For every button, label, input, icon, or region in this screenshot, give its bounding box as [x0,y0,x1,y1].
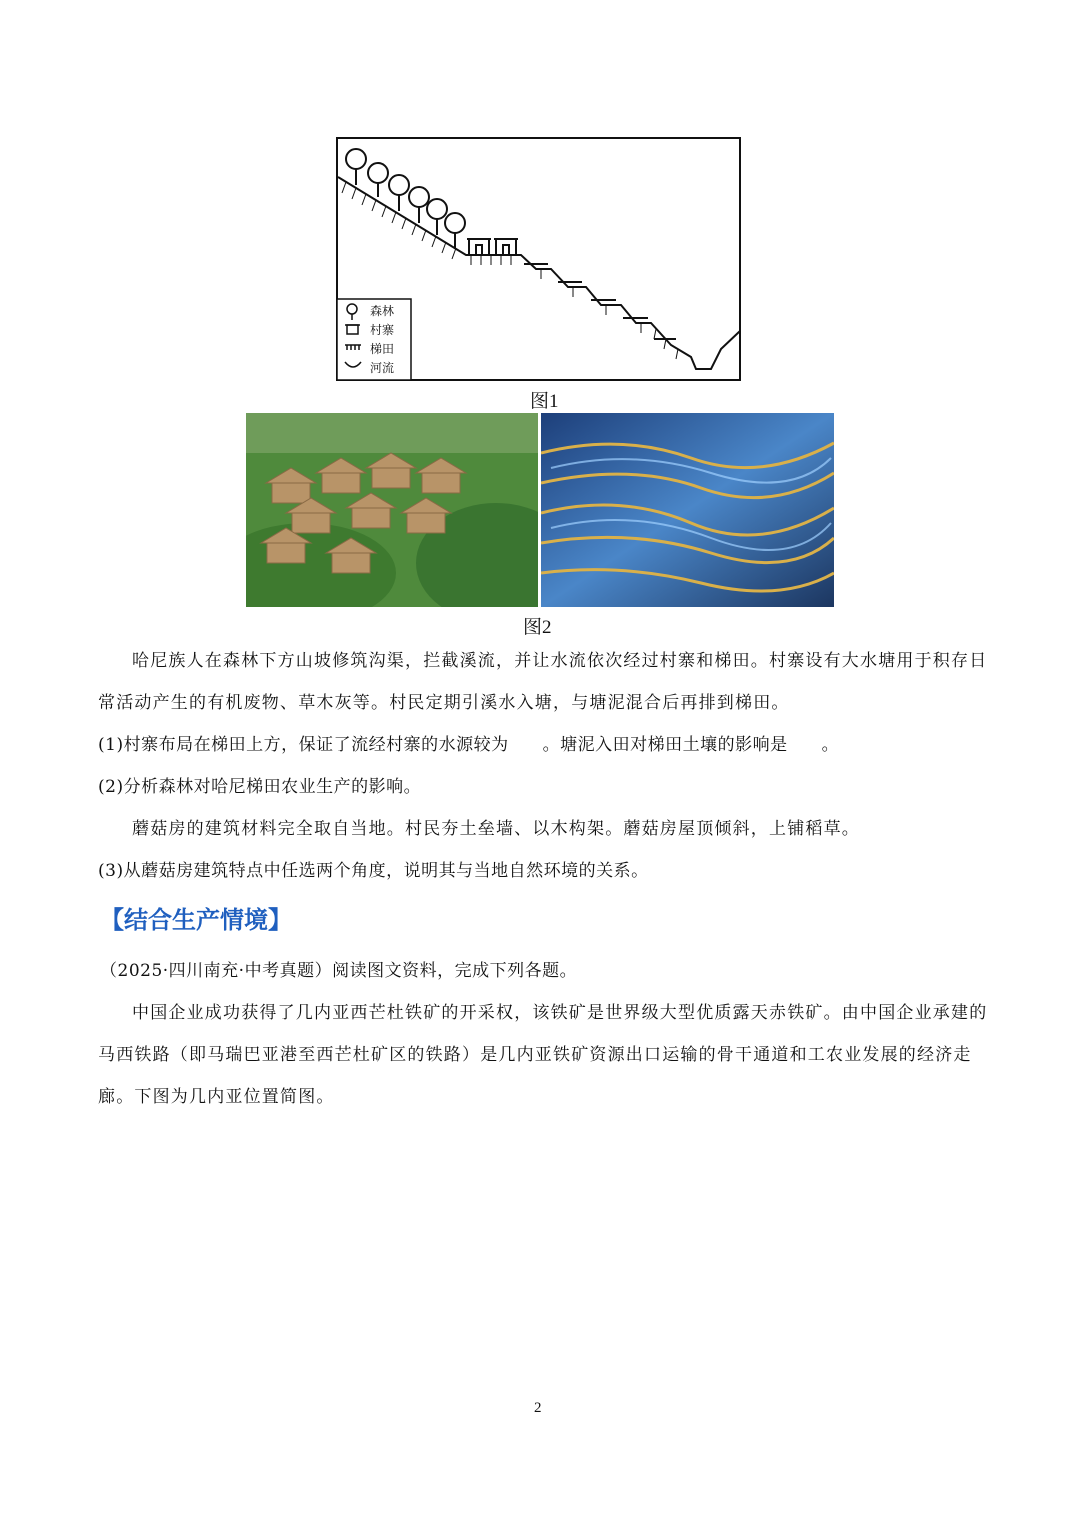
legend-label-river: 河流 [370,361,395,375]
page-number: 2 [534,1400,542,1416]
house-icon [345,325,360,334]
question-1-part3: 。 [821,735,840,755]
section-source: （2025·四川南充·中考真题）阅读图文资料，完成下列各题。 [100,961,578,981]
legend-label-forest: 森林 [370,304,395,318]
legend-label-village: 村寨 [370,323,395,337]
legend-label-terrace: 梯田 [370,342,395,356]
figure1-legend [337,299,411,380]
figure2-caption: 图2 [523,617,552,638]
figure1-caption: 图1 [530,391,559,412]
passage1-paragraph1: 哈尼族人在森林下方山坡修筑沟渠，拦截溪流，并让水流依次经过村寨和梯田。村寨设有大水塘用于积存日常活动产生的有机废物、草木灰等。村民定期引溪水入塘，与塘泥混合后再排到梯田。 [98,651,988,713]
passage1-paragraph2: 蘑菇房的建筑材料完全取自当地。村民夯土垒墙、以木构架。蘑菇房屋顶倾斜，上铺稻草。 [132,819,860,839]
question-3: (3)从蘑菇房建筑特点中任选两个角度，说明其与当地自然环境的关系。 [98,861,649,881]
hani-rice-terraces-photo [541,413,834,607]
question-1 [98,724,988,766]
question-2: (2)分析森林对哈尼梯田农业生产的影响。 [98,777,422,797]
figure1-cross-section-diagram [336,137,741,381]
section-title: 【结合生产情境】 [100,906,292,934]
question-1-part2: 。塘泥入田对梯田土壤的影响是 [542,735,788,755]
question-1-part1: (1)村寨布局在梯田上方，保证了流经村寨的水源较为 [98,735,509,755]
section-paragraph: 中国企业成功获得了几内亚西芒杜铁矿的开采权，该铁矿是世界级大型优质露天赤铁矿。由中国企业承建的马西铁路（即马瑞巴亚港至西芒杜矿区的铁路）是几内亚铁矿资源出口运输的骨干通道和工农业发展的经济走廊。下图为几内亚位置简图。 [98,1003,988,1107]
mushroom-house-village-photo [246,413,538,607]
